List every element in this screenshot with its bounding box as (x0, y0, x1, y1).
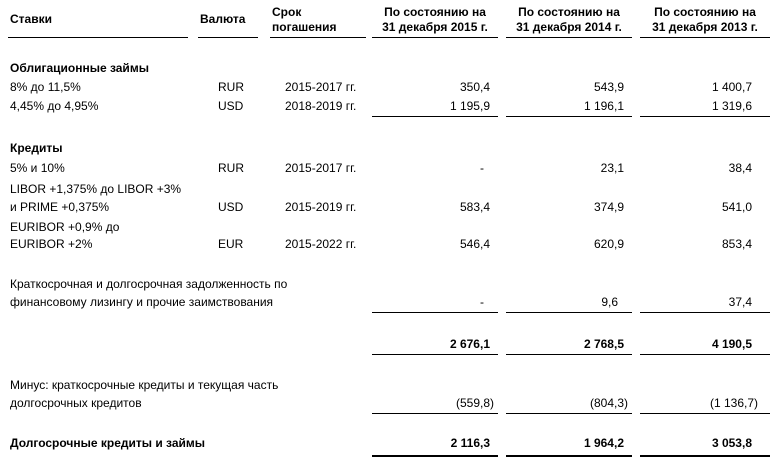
longterm-value-2015: 2 116,3 (450, 436, 490, 450)
header-rates: Ставки (10, 12, 52, 26)
bond-value-2015: 350,4 (459, 80, 490, 94)
final-double-rule-2015 (372, 455, 498, 457)
header-2014-line2: 31 декабря 2014 г. (516, 20, 622, 34)
bond-value-2013: 1 319,6 (711, 99, 752, 113)
credit-rate-line2: и PRIME +0,375% (10, 200, 110, 214)
credit-currency: USD (218, 200, 244, 214)
header-rule-currency (198, 37, 258, 38)
header-rule-rates (8, 37, 188, 38)
minus-value-2013: (1 136,7) (709, 396, 758, 410)
credit-value-2014: 374,9 (593, 200, 624, 214)
header-currency: Валюта (200, 12, 246, 26)
credit-currency: EUR (218, 237, 244, 251)
minus-rule-2013 (640, 413, 770, 414)
credit-term: 2015-2022 гг. (285, 237, 357, 251)
total-value-2014: 2 768,5 (583, 337, 624, 351)
credit-value-2013: 38,4 (728, 161, 752, 175)
leasing-label-line1: Краткосрочная и долгосрочная задолженность по (10, 277, 288, 291)
header-rule-2014 (506, 37, 632, 38)
header-2015-line1: По состоянию на (384, 5, 486, 19)
minus-value-2015: (559,8) (455, 396, 494, 410)
header-rule-maturity (270, 37, 366, 38)
minus-rule-2014 (506, 413, 632, 414)
bond-value-2014: 1 196,1 (583, 99, 624, 113)
bond-value-2014: 543,9 (593, 80, 624, 94)
bond-currency: USD (218, 99, 244, 113)
credit-value-2015: 583,4 (459, 200, 490, 214)
leasing-label-line2: финансовому лизингу и прочие заимствования (10, 295, 274, 309)
credit-rate: 5% и 10% (10, 161, 65, 175)
bond-value-2015: 1 195,9 (449, 99, 490, 113)
credit-term: 2015-2019 гг. (285, 200, 357, 214)
credit-rate-line2: EURIBOR +2% (10, 237, 93, 251)
credit-value-2015: - (480, 161, 484, 175)
total-rule-2015 (372, 354, 498, 355)
credit-term: 2015-2017 гг. (285, 161, 357, 175)
leasing-value-2013: 37,4 (728, 295, 752, 309)
bond-currency: RUR (218, 80, 244, 94)
credit-value-2013: 541,0 (721, 200, 752, 214)
bonds-rule-2013 (640, 116, 770, 117)
credit-value-2013: 853,4 (721, 237, 752, 251)
bond-value-2013: 1 400,7 (711, 80, 752, 94)
minus-label-line2: долгосрочных кредитов (10, 396, 142, 410)
credit-rate-line1: EURIBOR +0,9% до (10, 220, 120, 234)
credit-currency: RUR (218, 161, 244, 175)
bond-term: 2015-2017 гг. (285, 80, 357, 94)
header-2013-line2: 31 декабря 2013 г. (652, 20, 758, 34)
credit-value-2015: 546,4 (459, 237, 490, 251)
subtotal-rule-2014 (506, 312, 632, 313)
subtotal-rule-2015 (372, 312, 498, 313)
header-rule-2015 (372, 37, 498, 38)
credit-value-2014: 620,9 (593, 237, 624, 251)
final-double-rule-2013 (640, 455, 770, 457)
header-2014-line1: По состоянию на (518, 5, 620, 19)
minus-rule-2015 (372, 413, 498, 414)
header-maturity-line2: погашения (272, 20, 337, 34)
credit-rate-line1: LIBOR +1,375% до LIBOR +3% (10, 182, 182, 196)
bond-term: 2018-2019 гг. (285, 99, 357, 113)
bonds-rule-2015 (372, 116, 498, 117)
minus-value-2014: (804,3) (589, 396, 628, 410)
leasing-value-2015: - (480, 295, 484, 309)
header-2015-line2: 31 декабря 2015 г. (382, 20, 488, 34)
total-rule-2014 (506, 354, 632, 355)
section-title-credits: Кредиты (10, 141, 63, 155)
section-title-bonds: Облигационные займы (10, 61, 149, 75)
subtotal-rule-2013 (640, 312, 770, 313)
bond-rate: 4,45% до 4,95% (10, 99, 99, 113)
bonds-rule-2014 (506, 116, 632, 117)
longterm-label: Долгосрочные кредиты и займы (10, 436, 206, 450)
final-double-rule-2014 (506, 455, 632, 457)
longterm-value-2013: 3 053,8 (711, 436, 752, 450)
leasing-value-2014: 9,6 (601, 295, 618, 309)
credit-value-2014: 23,1 (600, 161, 624, 175)
minus-label-line1: Минус: краткосрочные кредиты и текущая часть (10, 378, 279, 392)
total-rule-2013 (640, 354, 770, 355)
header-2013-line1: По состоянию на (654, 5, 756, 19)
longterm-value-2014: 1 964,2 (583, 436, 624, 450)
bond-rate: 8% до 11,5% (10, 80, 81, 94)
total-value-2013: 4 190,5 (711, 337, 752, 351)
header-rule-2013 (640, 37, 770, 38)
total-value-2015: 2 676,1 (449, 337, 490, 351)
header-maturity-line1: Срок (272, 5, 302, 19)
